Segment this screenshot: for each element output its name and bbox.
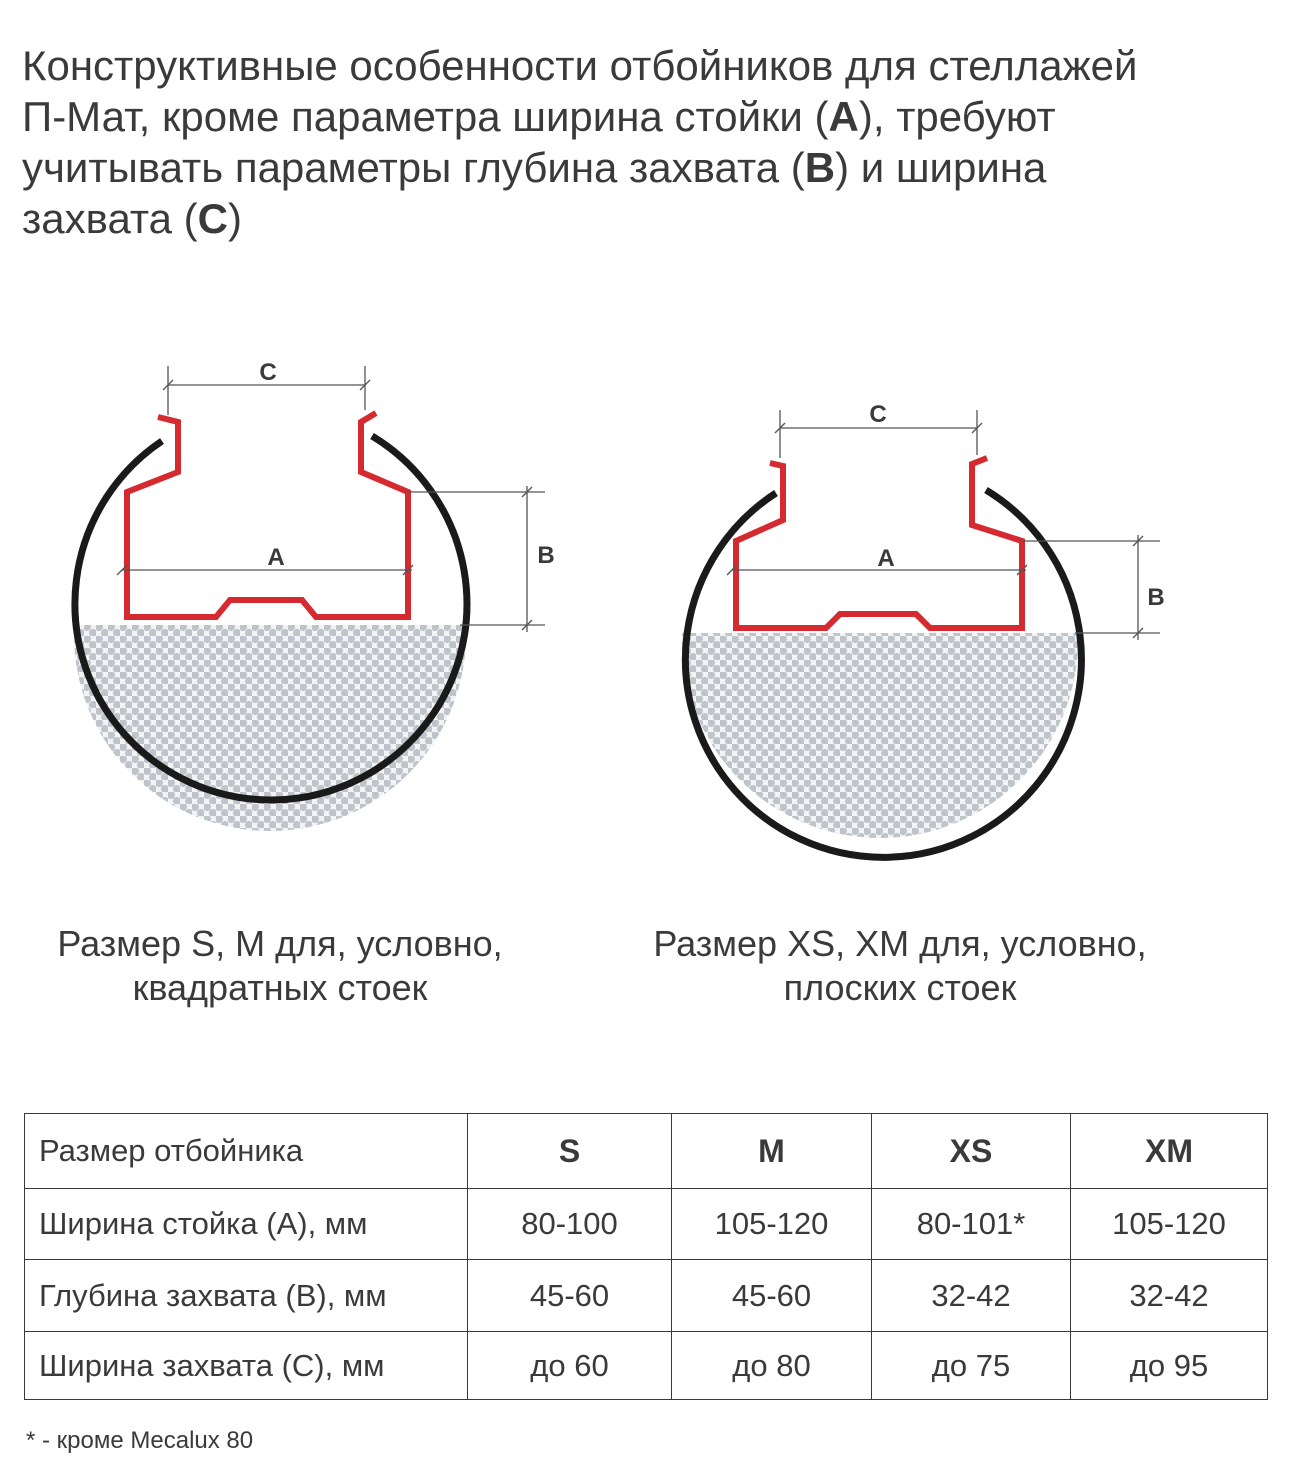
table-cell: 45-60 xyxy=(672,1260,872,1332)
table-cell: 80-101* xyxy=(872,1189,1071,1260)
intro-letter-b: B xyxy=(804,144,836,191)
caption-right-line-1: Размер XS, XM для, условно, xyxy=(653,923,1147,964)
table-row xyxy=(25,1332,1268,1400)
intro-line-3-start: учитывать параметры глубина захвата ( xyxy=(22,144,805,191)
table-header-row xyxy=(25,1114,1268,1189)
footnote: * - кроме Mecalux 80 xyxy=(26,1427,254,1454)
diagram-flat-uprights xyxy=(680,401,1165,857)
table-row xyxy=(25,1189,1268,1260)
table-header-cell: M xyxy=(672,1114,872,1189)
table-cell: до 75 xyxy=(872,1332,1071,1400)
table-cell: 32-42 xyxy=(1071,1260,1268,1332)
dim-label-a-right: A xyxy=(877,545,895,572)
table-row xyxy=(25,1260,1268,1332)
table-header-cell: S xyxy=(468,1114,672,1189)
dim-label-c-right: C xyxy=(869,401,887,428)
intro-letter-c: C xyxy=(197,195,229,242)
size-spec-table xyxy=(24,1113,1268,1400)
intro-line-4-end: ) xyxy=(228,195,243,242)
intro-line-4-start: захвата ( xyxy=(22,195,198,242)
intro-line-2-start: П-Мат, кроме параметра ширина стойки ( xyxy=(22,93,829,140)
table-cell: 80-100 xyxy=(468,1189,672,1260)
table-header-cell: Размер отбойника xyxy=(25,1114,468,1189)
table-header-cell: XM xyxy=(1071,1114,1268,1189)
table-cell: 45-60 xyxy=(468,1260,672,1332)
dim-label-b-left: B xyxy=(537,542,555,569)
intro-letter-a: A xyxy=(828,93,859,140)
dim-label-c-left: C xyxy=(259,359,277,386)
caption-left-line-2: квадратных стоек xyxy=(132,967,428,1008)
caption-square-uprights xyxy=(20,922,540,1010)
table-header-cell: XS xyxy=(872,1114,1071,1189)
dim-label-a-left: A xyxy=(267,544,285,571)
table-row-label: Ширина захвата (С), мм xyxy=(25,1332,468,1400)
caption-left-line-1: Размер S, M для, условно, xyxy=(57,923,503,964)
upright-profile-right xyxy=(736,458,1022,628)
table-row-label: Глубина захвата (B), мм xyxy=(25,1260,468,1332)
table-cell: 32-42 xyxy=(872,1260,1071,1332)
upright-profile-left xyxy=(127,413,408,617)
caption-flat-uprights xyxy=(615,922,1185,1010)
table-cell: 105-120 xyxy=(672,1189,872,1260)
dim-label-b-right: B xyxy=(1147,584,1165,611)
table-row-label: Ширина стойка (А), мм xyxy=(25,1189,468,1260)
table-cell: до 95 xyxy=(1071,1332,1268,1400)
bumper-fill-left xyxy=(70,625,470,845)
bumper-fill-right xyxy=(680,633,1090,853)
intro-line-3-end: ) и ширина xyxy=(835,144,1047,191)
table-cell: 105-120 xyxy=(1071,1189,1268,1260)
intro-line-1: Конструктивные особенности отбойников для стеллажей xyxy=(22,42,1138,89)
table-cell: до 60 xyxy=(468,1332,672,1400)
intro-line-2-end: ), требуют xyxy=(858,93,1056,140)
table-cell: до 80 xyxy=(672,1332,872,1400)
diagram-square-uprights xyxy=(70,359,555,845)
caption-right-line-2: плоских стоек xyxy=(783,967,1017,1008)
